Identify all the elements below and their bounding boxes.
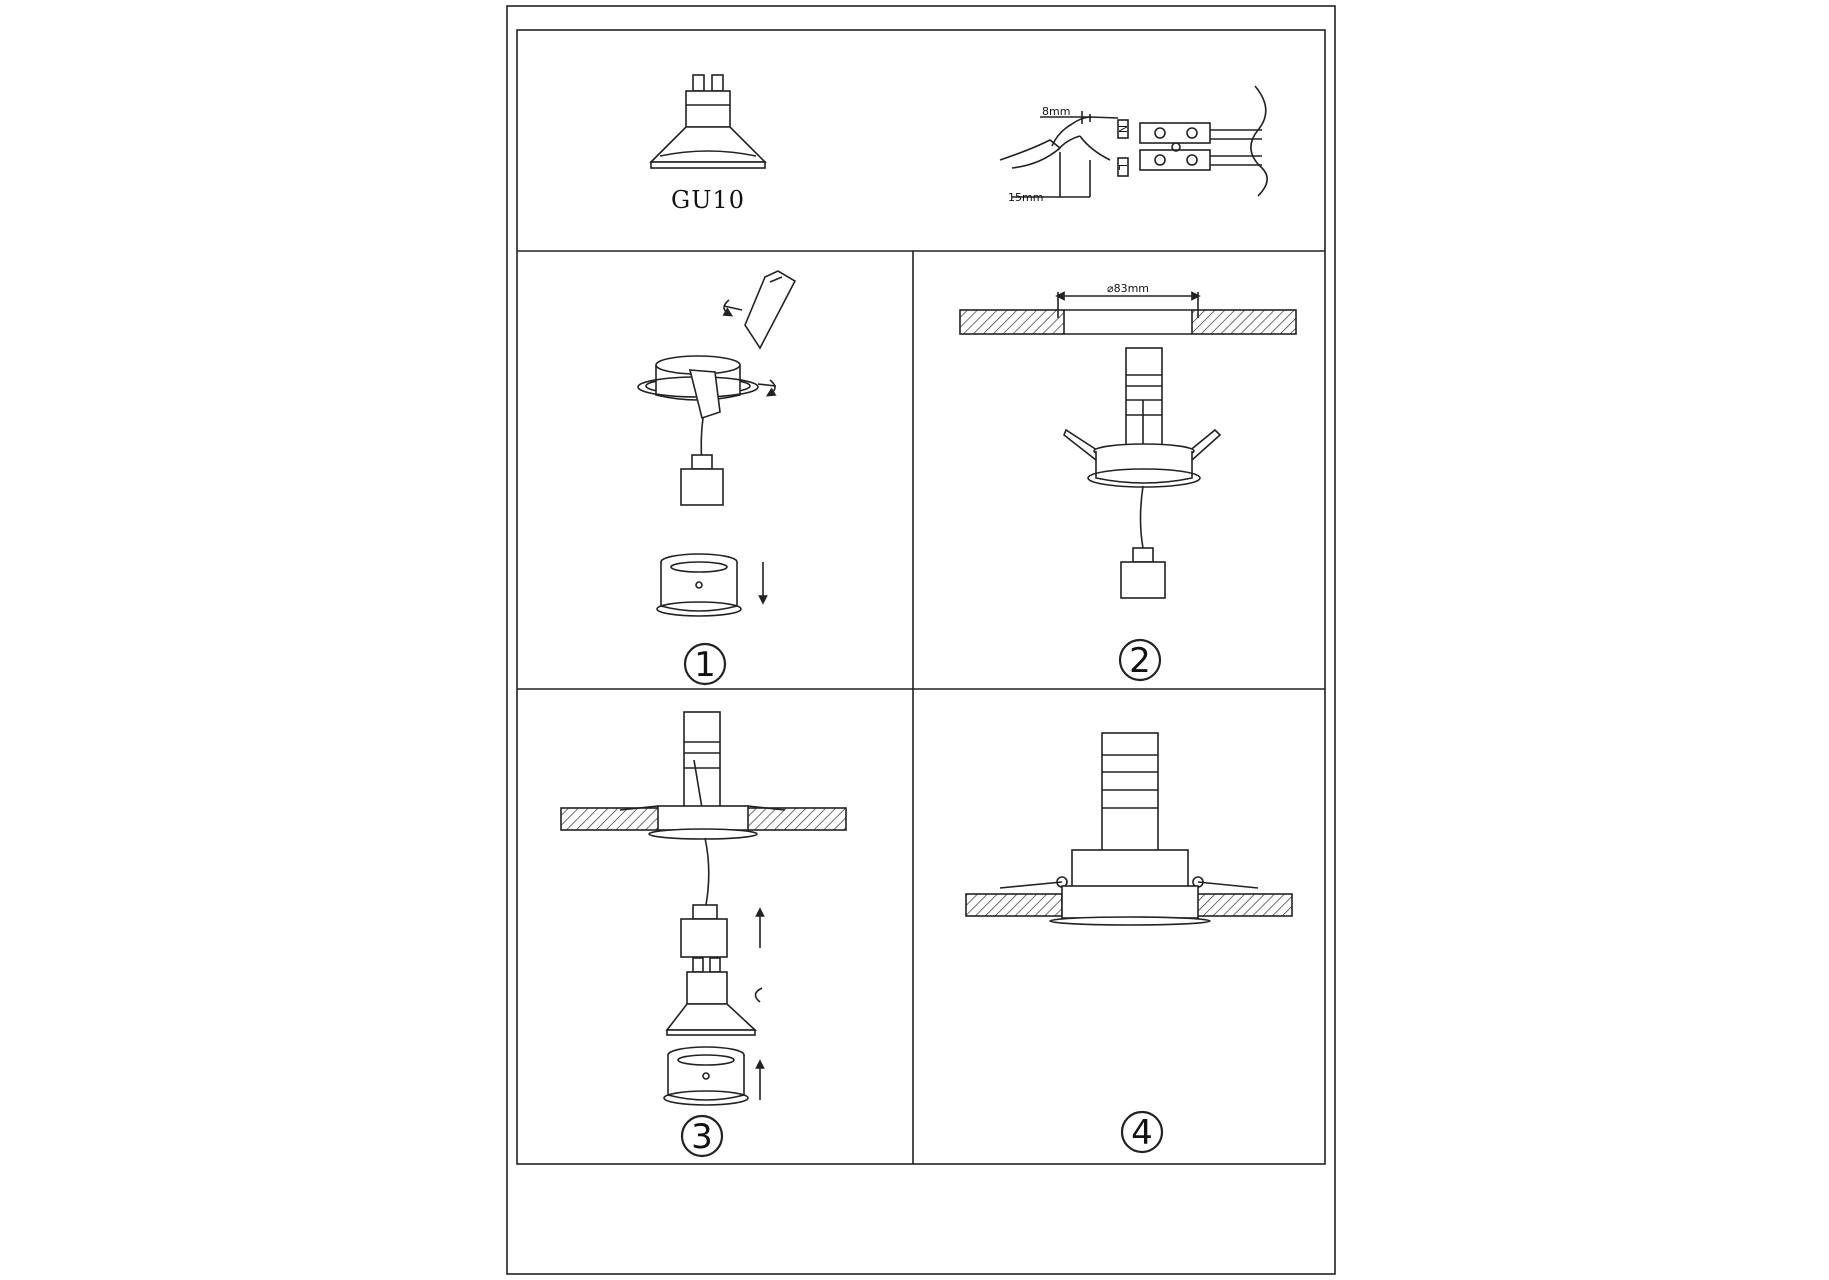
lamp-type-label: GU10 <box>671 186 745 214</box>
step-4-drawing <box>966 733 1292 925</box>
inner-border <box>517 30 1325 1164</box>
step-4-badge <box>1122 1112 1162 1153</box>
terminal-l-label: L <box>1116 163 1129 171</box>
terminal-n-label: N <box>1116 124 1129 134</box>
sheath-length-label: 15mm <box>1008 191 1044 204</box>
step-3-number: 3 <box>691 1117 713 1157</box>
cutout-diameter-label: ⌀83mm <box>1106 282 1150 295</box>
gu10-bulb-icon <box>651 75 765 168</box>
outer-border <box>507 6 1335 1274</box>
strip-length-label: 8mm <box>1042 105 1071 118</box>
step-4-number: 4 <box>1131 1113 1153 1153</box>
step-1-badge <box>685 644 725 685</box>
step-3-badge <box>682 1116 722 1157</box>
step-1-number: 1 <box>694 645 716 685</box>
step-3-drawing <box>561 712 846 1105</box>
step-2-badge <box>1120 640 1160 681</box>
step-2-drawing <box>960 292 1296 598</box>
step-1-drawing <box>638 271 795 616</box>
wiring-detail <box>1000 86 1267 197</box>
step-2-number: 2 <box>1129 641 1151 681</box>
